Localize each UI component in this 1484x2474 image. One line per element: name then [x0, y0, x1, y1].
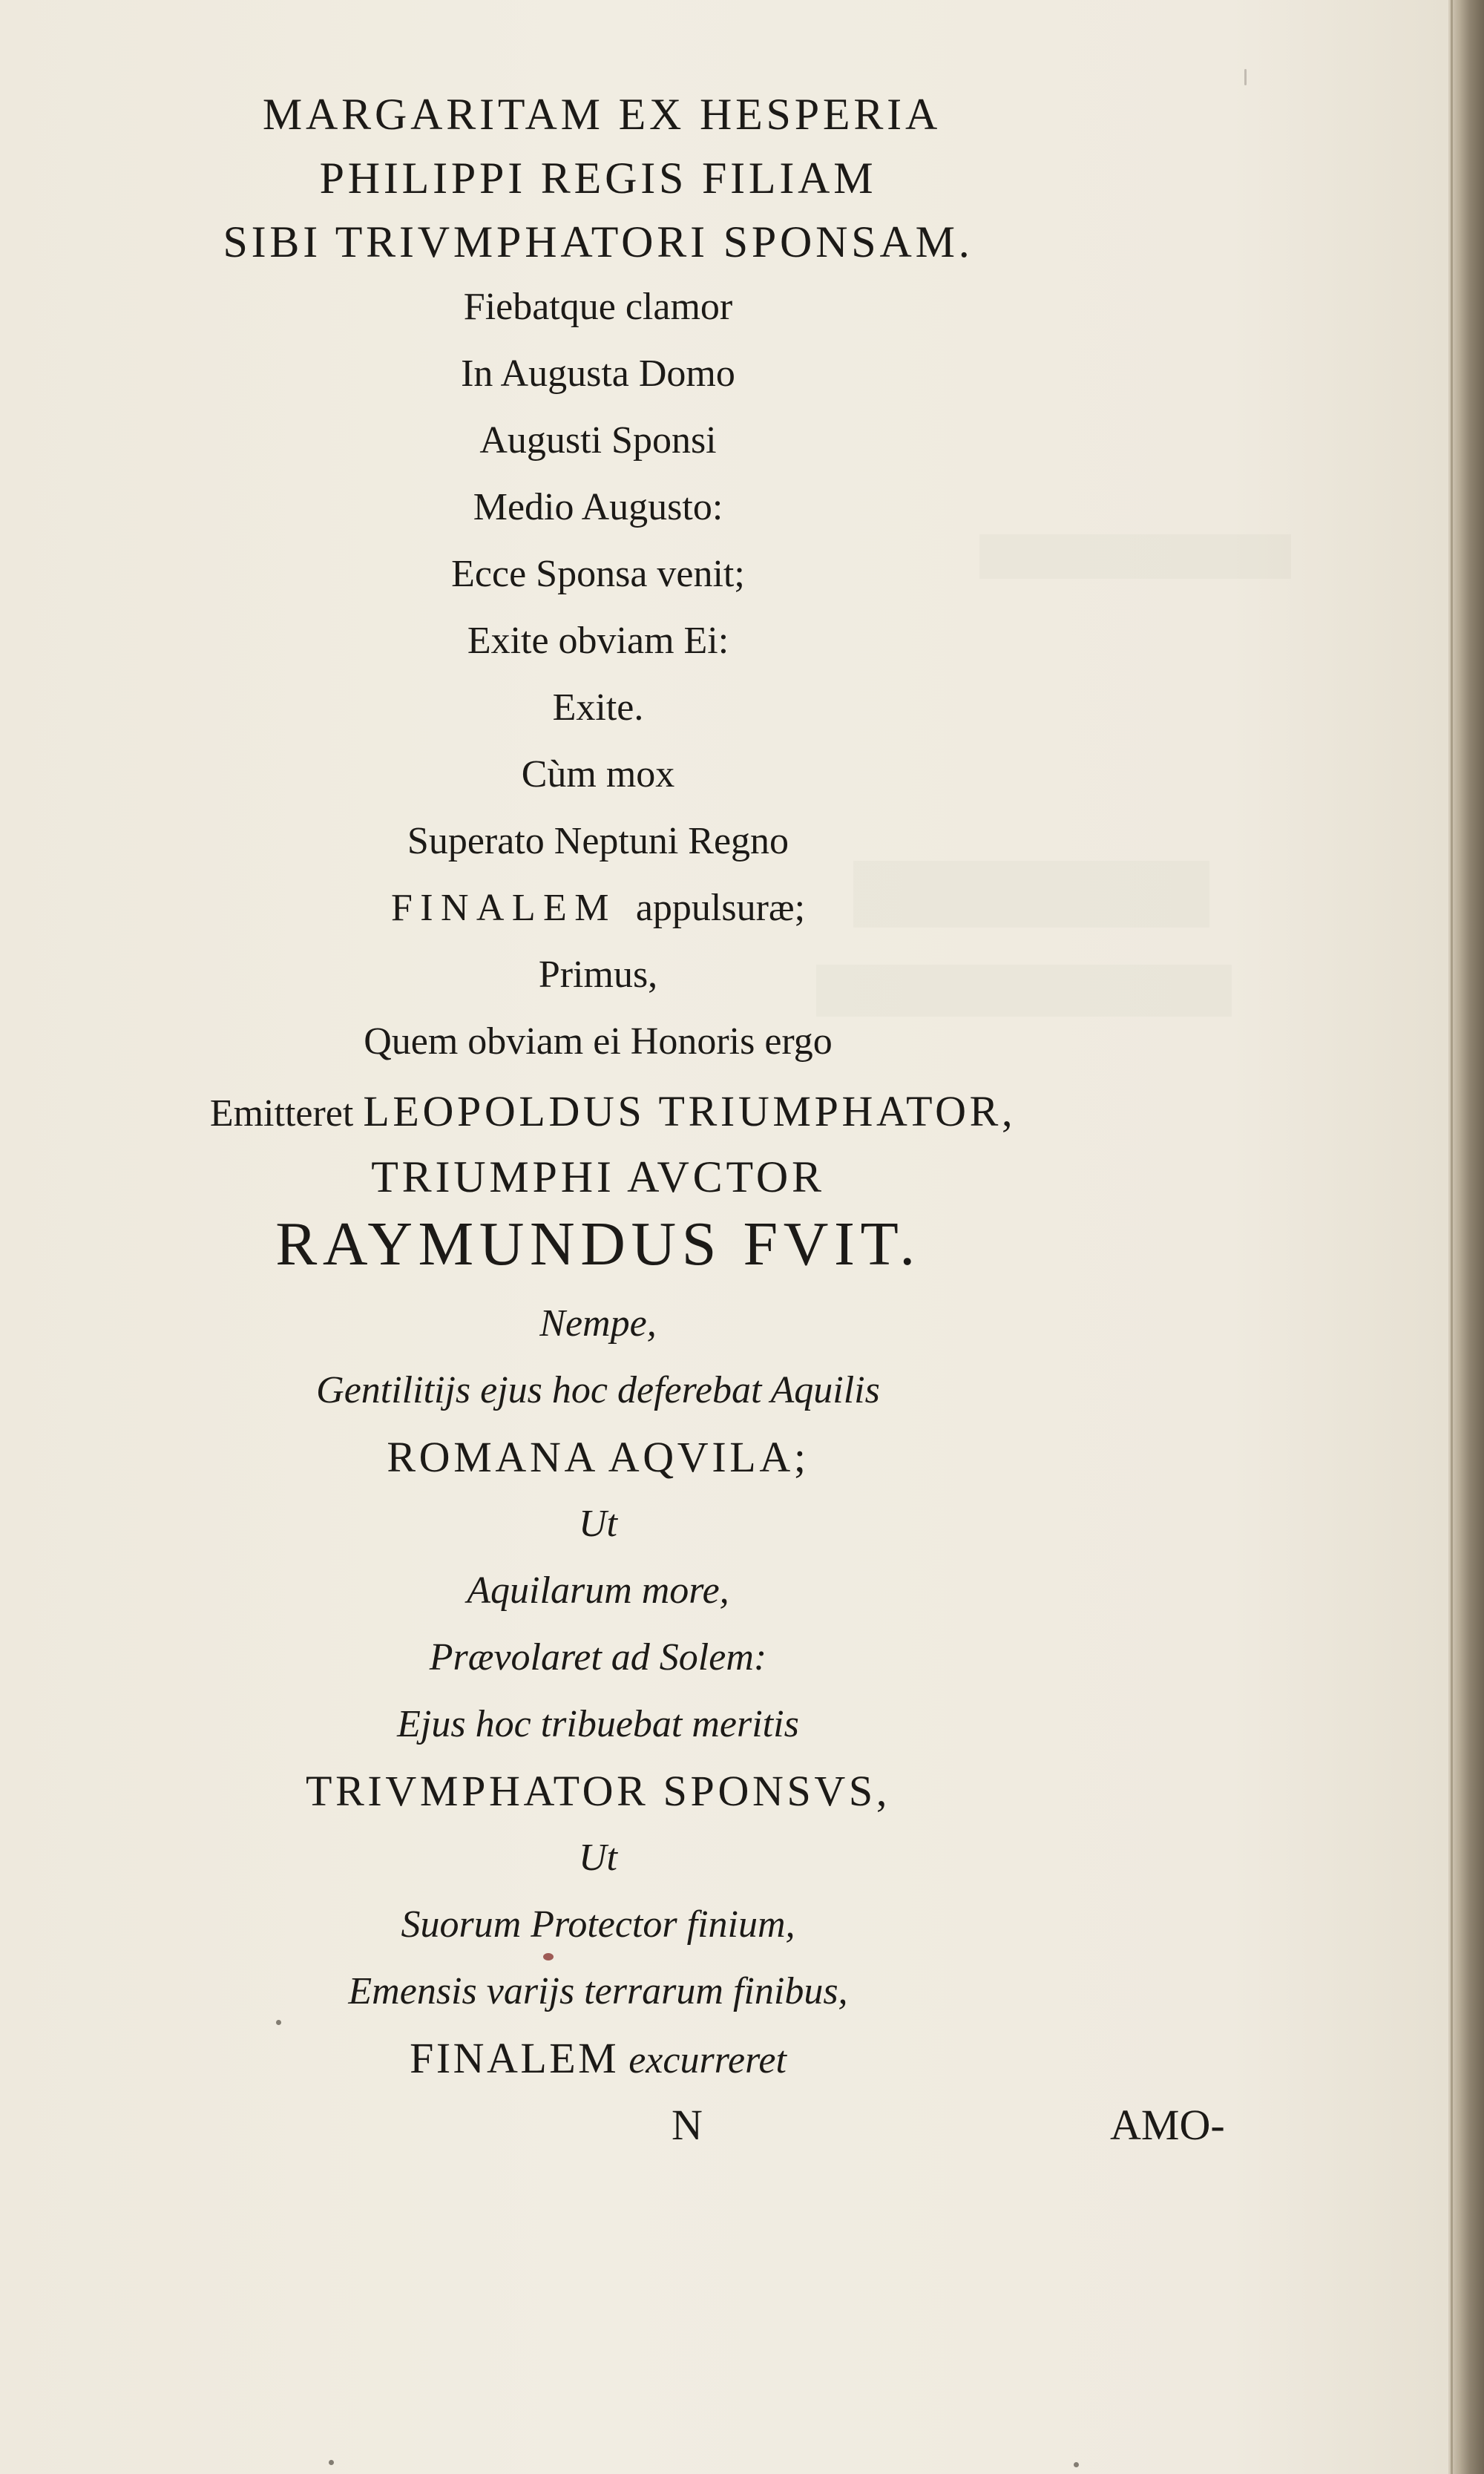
text-line: Primus,	[538, 954, 658, 996]
text-line	[0, 2033, 1448, 2083]
text-line: ROMANA AQVILA;	[387, 1433, 810, 1481]
catchword: AMO-	[1110, 2101, 1225, 2149]
text-line: Prævolaret ad Solem:	[429, 1636, 767, 1679]
text-line: Cùm mox	[521, 753, 675, 795]
text-line: In Augusta Domo	[461, 352, 735, 395]
finalem-word: FINALEM	[410, 2034, 620, 2082]
signature-mark: N	[672, 2101, 703, 2149]
emitteret-word: Emitteret	[209, 1092, 354, 1135]
text-line: Nempe,	[539, 1302, 657, 1345]
appulsurae-word: appulsuræ;	[635, 887, 806, 929]
text-line: MARGARITAM EX HESPERIA	[262, 90, 942, 139]
paper-speck	[276, 2020, 281, 2025]
text-line: Aquilarum more,	[467, 1569, 729, 1612]
text-line: TRIVMPHATOR SPONSVS,	[306, 1767, 890, 1815]
page-edge	[1448, 0, 1484, 2474]
paper-speck	[329, 2460, 334, 2465]
text-line-emphasis: RAYMUNDUS FVIT.	[275, 1210, 921, 1279]
text-line: Superato Neptuni Regno	[407, 820, 789, 862]
text-line: Fiebatque clamor	[463, 286, 733, 328]
paper-speck	[1244, 69, 1247, 85]
text-line: SIBI TRIVMPHATORI SPONSAM.	[223, 217, 974, 266]
paper-speck	[543, 1953, 554, 1961]
leopoldus-name: LEOPOLDUS TRIUMPHATOR,	[363, 1087, 1017, 1135]
text-line	[0, 1086, 1448, 1136]
paper-speck	[1074, 2462, 1079, 2467]
text-line: Emensis varijs terrarum finibus,	[348, 1970, 848, 2012]
text-line: Augusti Sponsi	[479, 419, 717, 462]
finalem-word: FINALEM	[390, 887, 617, 929]
text-line: PHILIPPI REGIS FILIAM	[319, 154, 877, 203]
text-line: Ut	[579, 1837, 617, 1879]
text-line: Exite obviam Ei:	[467, 620, 729, 662]
text-line: Medio Augusto:	[473, 486, 723, 528]
text-line: Exite.	[552, 686, 644, 729]
text-line: Suorum Protector finium,	[401, 1903, 795, 1946]
text-line	[0, 886, 1448, 930]
text-line: Ejus hoc tribuebat meritis	[397, 1703, 799, 1745]
text-line: Gentilitijs ejus hoc deferebat Aquilis	[316, 1369, 880, 1411]
text-line: Ecce Sponsa venit;	[451, 553, 745, 595]
text-line: Ut	[579, 1503, 617, 1545]
text-line: Quem obviam ei Honoris ergo	[364, 1020, 833, 1063]
text-line: TRIUMPHI AVCTOR	[371, 1152, 825, 1201]
page-edge-line	[1451, 0, 1453, 2474]
excurreret-word: excurreret	[628, 2039, 787, 2081]
